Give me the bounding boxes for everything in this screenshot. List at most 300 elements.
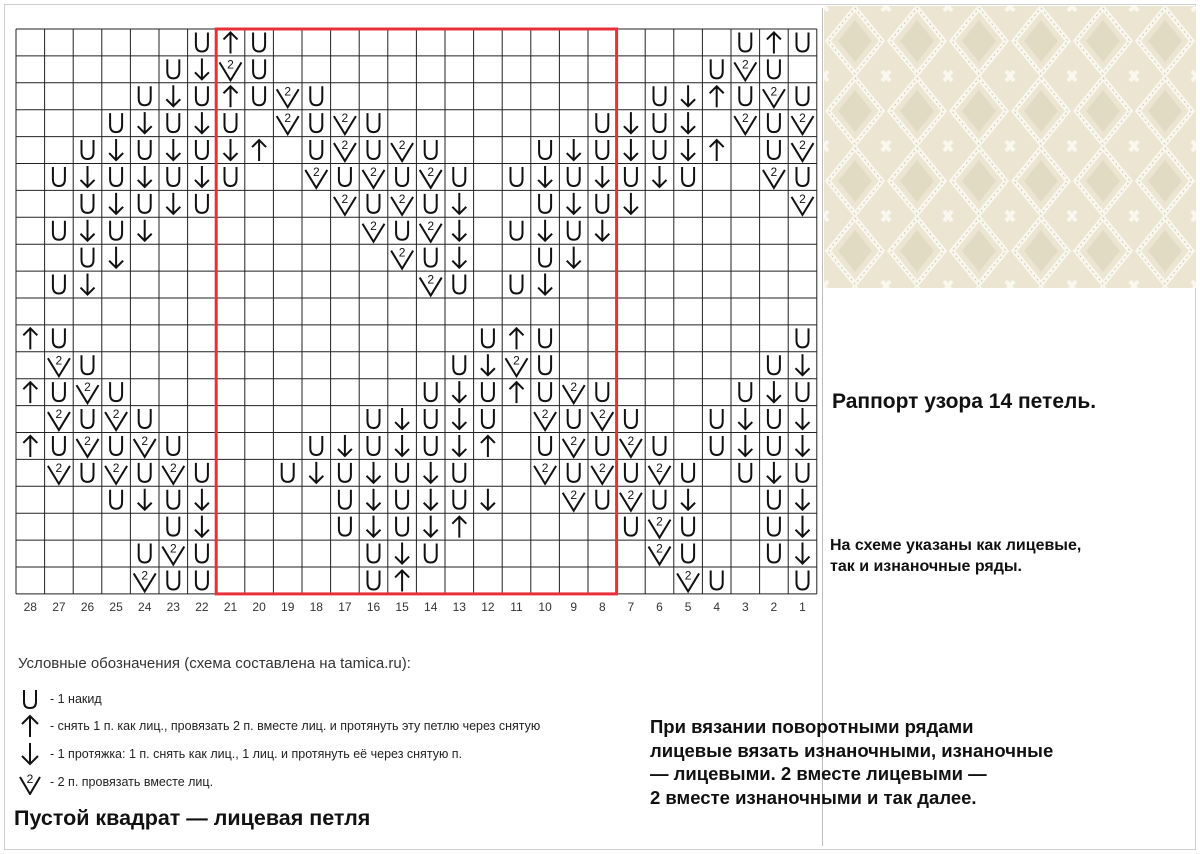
down-arrow-icon [595,166,609,187]
u-symbol-icon [596,490,608,509]
u-symbol-icon [139,194,151,213]
u-symbol-icon [82,409,94,428]
u-symbol-icon [797,382,809,401]
up-arrow-icon [23,382,37,403]
u-symbol-icon [453,463,465,482]
k2tog-number: 2 [55,460,63,475]
u-symbol-icon [596,140,608,159]
column-label: 5 [684,599,692,614]
u-symbol-icon [797,328,809,347]
k2tog-number: 2 [427,218,435,233]
u-symbol-icon [539,328,551,347]
u-symbol-icon [539,382,551,401]
u-symbol-icon [768,59,780,78]
up-arrow-icon [510,328,524,349]
down-arrow-icon [367,462,381,483]
u-symbol-icon [768,140,780,159]
legend-up-arrow-text: - снять 1 п. как лиц., провязать 2 п. вместе лиц. и протянуть эту петлю через снятую [50,719,541,733]
u-symbol-icon [310,86,322,105]
u-symbol-icon [339,167,351,186]
u-symbol-icon [196,32,208,51]
column-label: 2 [770,599,778,614]
u-symbol-icon [167,59,179,78]
u-symbol-icon [53,275,65,294]
u-symbol-icon [196,86,208,105]
down-arrow-icon [452,381,466,402]
u-symbol-icon [768,544,780,563]
u-symbol-icon [368,436,380,455]
u-symbol-icon [654,490,666,509]
legend-k2tog [18,769,213,795]
down-arrow-icon [452,193,466,214]
k2tog-number: 2 [398,138,406,153]
u-symbol-icon [139,544,151,563]
down-arrow-icon [796,516,810,537]
u-symbol-icon [225,113,237,132]
down-arrow-icon [624,193,638,214]
down-arrow-icon [796,408,810,429]
u-symbol-icon [482,409,494,428]
k2tog-number: 2 [741,57,749,72]
u-symbol-icon [539,436,551,455]
u-symbol-icon [511,167,523,186]
u-symbol-icon [453,275,465,294]
u-symbol-icon [396,463,408,482]
down-arrow-icon [166,139,180,160]
u-symbol-icon [368,409,380,428]
u-symbol-icon [797,32,809,51]
down-arrow-icon [567,139,581,160]
down-arrow-icon [109,193,123,214]
k2tog-number: 2 [141,568,149,583]
u-symbol-icon [797,86,809,105]
u-symbol-icon [539,194,551,213]
u-symbol-icon [625,167,637,186]
u-symbol-icon [425,436,437,455]
column-label: 23 [166,599,180,614]
u-symbol-icon [511,275,523,294]
down-arrow-icon [595,220,609,241]
legend-k2tog-text: - 2 п. провязать вместе лиц. [50,775,214,789]
up-arrow-icon [23,436,37,457]
u-symbol-icon [253,86,265,105]
rows-note: На схеме указаны как лицевые, так и изнаночные ряды. [830,537,1082,575]
column-label: 22 [195,599,209,614]
down-arrow-icon [424,516,438,537]
u-symbol-icon [682,544,694,563]
k2tog-number: 2 [284,111,292,126]
down-arrow-icon [452,408,466,429]
u-symbol-icon [768,355,780,374]
u-symbol-icon [196,140,208,159]
down-arrow-icon [195,112,209,133]
down-arrow-icon [538,220,552,241]
u-symbol-icon [768,409,780,428]
k2tog-number: 2 [799,191,806,206]
legend-yarn-over-text: - 1 накид [50,692,102,706]
column-label: 11 [510,599,523,614]
column-label: 15 [395,599,409,614]
svg-text:2: 2 [26,772,34,786]
column-label: 28 [23,599,37,614]
u-symbol-icon [53,167,65,186]
down-arrow-icon [624,139,638,160]
u-symbol-icon [739,86,751,105]
u-symbol-icon [110,167,122,186]
u-symbol-icon [310,113,322,132]
empty-square-note: Пустой квадрат — лицевая петля [14,806,371,830]
u-symbol-icon [53,221,65,240]
u-symbol-icon [167,570,179,589]
u-symbol-icon [654,113,666,132]
u-symbol-icon [396,221,408,240]
u-symbol-icon [110,436,122,455]
u-symbol-icon [368,140,380,159]
up-arrow-icon [23,328,37,349]
k2tog-number: 2 [55,353,63,368]
rapport-note: Раппорт узора 14 петель. [832,390,1097,413]
down-arrow-icon [367,516,381,537]
down-arrow-icon [395,408,409,429]
u-symbol-icon [368,113,380,132]
u-symbol-icon [568,409,580,428]
down-arrow-icon [138,112,152,133]
u-symbol-icon [82,248,94,267]
column-label: 24 [138,599,152,614]
down-arrow-icon [567,247,581,268]
column-label: 21 [223,599,238,614]
u-symbol-icon [368,194,380,213]
k2tog-icon [18,769,42,795]
column-label: 25 [109,599,123,614]
k2tog-number: 2 [598,407,606,422]
u-symbol-icon [282,463,294,482]
down-arrow-icon [195,516,209,537]
legend-title: Условные обозначения (схема составлена на tamica.ru): [18,655,411,672]
u-symbol-icon [139,140,151,159]
u-symbol-icon [339,490,351,509]
u-symbol-icon [396,490,408,509]
down-arrow-icon [138,220,152,241]
column-label: 8 [598,599,606,614]
u-symbol-icon [682,167,694,186]
u-symbol-icon [110,490,122,509]
u-symbol-icon [253,59,265,78]
u-symbol-icon [167,517,179,536]
u-symbol-icon [739,463,751,482]
u-symbol-icon [110,382,122,401]
down-arrow-icon [738,435,752,456]
down-arrow-icon [767,462,781,483]
u-symbol-icon [139,409,151,428]
u-symbol-icon [110,113,122,132]
column-label: 3 [741,599,749,614]
column-label: 16 [366,599,381,614]
k2tog-number: 2 [398,191,406,206]
down-arrow-icon [166,85,180,106]
u-symbol-icon [425,194,437,213]
u-symbol-icon [82,355,94,374]
column-label: 9 [570,599,578,614]
down-arrow-icon [681,489,695,510]
k2tog-number: 2 [312,164,320,179]
legend-down-arrow-text: - 1 протяжка: 1 п. снять как лиц., 1 лиц. и протянуть её через снятую п. [50,747,463,761]
k2tog-number: 2 [656,541,663,556]
down-arrow-icon [424,489,438,510]
down-arrow-icon [681,139,695,160]
u-symbol-icon [310,436,322,455]
legend-yarn-over [18,686,102,712]
up-arrow-icon [481,436,495,457]
down-arrow-icon [109,247,123,268]
k2tog-number: 2 [227,57,234,72]
k2tog-number: 2 [84,433,91,448]
column-label: 14 [424,599,438,614]
down-arrow-icon [738,408,752,429]
u-symbol-icon [18,686,42,712]
down-arrow-icon [338,435,352,456]
u-symbol-icon [425,248,437,267]
u-symbol-icon [797,463,809,482]
u-symbol-icon [682,463,694,482]
u-symbol-icon [739,382,751,401]
u-symbol-icon [711,570,723,589]
down-arrow-icon [81,274,95,295]
down-arrow-icon [395,543,409,564]
down-arrow-icon [138,489,152,510]
u-symbol-icon [625,409,637,428]
k2tog-number: 2 [656,460,663,475]
up-arrow-icon [710,86,724,107]
u-symbol-icon [768,490,780,509]
u-symbol-icon [425,140,437,159]
down-arrow-icon [309,462,323,483]
k2tog-number: 2 [627,487,635,502]
u-symbol-icon [368,570,380,589]
u-symbol-icon [396,517,408,536]
u-symbol-icon [568,463,580,482]
k2tog-number: 2 [627,433,635,448]
column-label: 7 [627,599,635,614]
u-symbol-icon [797,167,809,186]
u-symbol-icon [82,463,94,482]
down-arrow-icon [481,489,495,510]
column-label: 6 [656,599,663,614]
column-label: 19 [281,599,295,614]
down-arrow-icon [624,112,638,133]
column-label: 4 [713,599,721,614]
down-arrow-icon [166,193,180,214]
k2tog-number: 2 [570,380,578,395]
u-symbol-icon [396,167,408,186]
k2tog-number: 2 [427,272,435,287]
u-symbol-icon [196,463,208,482]
u-symbol-icon [82,194,94,213]
u-symbol-icon [453,355,465,374]
down-arrow-icon [481,354,495,375]
up-arrow-icon [224,32,238,53]
k2tog-number: 2 [427,164,435,179]
column-label: 27 [52,599,66,614]
k2tog-number: 2 [541,407,549,422]
u-symbol-icon [625,463,637,482]
u-symbol-icon [768,517,780,536]
up-arrow-icon [710,140,724,161]
column-label: 13 [452,599,466,614]
k2tog-number: 2 [169,460,177,475]
u-symbol-icon [196,544,208,563]
k2tog-number: 2 [684,568,692,583]
legend-up-arrow [18,713,540,739]
u-symbol-icon [625,517,637,536]
u-symbol-icon [425,544,437,563]
down-arrow-icon [452,247,466,268]
k2tog-number: 2 [656,514,663,529]
down-arrow-icon [81,220,95,241]
down-arrow-icon [424,462,438,483]
k2tog-number: 2 [341,138,349,153]
down-arrow-icon [681,112,695,133]
k2tog-number: 2 [770,84,778,99]
u-symbol-icon [596,436,608,455]
down-arrow-icon [538,274,552,295]
u-symbol-icon [167,167,179,186]
down-arrow-icon [138,166,152,187]
k2tog-number: 2 [284,84,292,99]
column-label: 17 [338,599,352,614]
down-arrow-icon [567,193,581,214]
u-symbol-icon [539,140,551,159]
down-arrow-icon [796,354,810,375]
u-symbol-icon [196,194,208,213]
u-symbol-icon [368,544,380,563]
up-arrow-icon [395,570,409,591]
up-arrow-icon [224,86,238,107]
u-symbol-icon [53,328,65,347]
u-symbol-icon [596,113,608,132]
k2tog-number: 2 [398,245,406,260]
u-symbol-icon [53,382,65,401]
k2tog-number: 2 [770,164,778,179]
down-arrow-icon [796,435,810,456]
turning-rows-note: При вязании поворотными рядами лицевые вязать изнаночными, изнаночные — лицевыми. 2 вместе лицевыми — 2 вместе изнаночными и так далее. [650,716,1054,808]
down-arrow-icon [452,220,466,241]
u-symbol-icon [711,409,723,428]
k2tog-number: 2 [513,353,520,368]
u-symbol-icon [768,113,780,132]
u-symbol-icon [139,86,151,105]
u-symbol-icon [711,59,723,78]
down-arrow-icon [452,435,466,456]
column-label: 20 [252,599,266,614]
u-symbol-icon [654,436,666,455]
u-symbol-icon [711,436,723,455]
down-arrow-icon [367,489,381,510]
u-symbol-icon [482,328,494,347]
u-symbol-icon [110,221,122,240]
k2tog-number: 2 [169,541,177,556]
down-arrow-icon [18,741,42,767]
u-symbol-icon [425,382,437,401]
k2tog-number: 2 [598,460,606,475]
k2tog-number: 2 [541,460,549,475]
down-arrow-icon [796,489,810,510]
k2tog-number: 2 [112,407,120,422]
u-symbol-icon [654,140,666,159]
column-label: 12 [481,599,495,614]
u-symbol-icon [682,517,694,536]
down-arrow-icon [395,435,409,456]
u-symbol-icon [539,248,551,267]
k2tog-number: 2 [570,487,578,502]
u-symbol-icon [482,382,494,401]
u-symbol-icon [654,86,666,105]
u-symbol-icon [339,517,351,536]
down-arrow-icon [195,166,209,187]
u-symbol-icon [539,355,551,374]
column-label: 10 [538,599,552,614]
u-symbol-icon [167,436,179,455]
k2tog-number: 2 [141,433,149,448]
k2tog-number: 2 [370,218,377,233]
u-symbol-icon [310,140,322,159]
u-symbol-icon [511,221,523,240]
down-arrow-icon [81,166,95,187]
u-symbol-icon [768,436,780,455]
column-label: 18 [309,599,323,614]
down-arrow-icon [224,139,238,160]
u-symbol-icon [596,194,608,213]
k2tog-number: 2 [112,460,120,475]
column-label: 26 [80,599,95,614]
k2tog-number: 2 [741,111,749,126]
u-symbol-icon [225,167,237,186]
down-arrow-icon [195,489,209,510]
u-symbol-icon [568,221,580,240]
k2tog-number: 2 [370,164,377,179]
u-symbol-icon [568,167,580,186]
u-symbol-icon [425,409,437,428]
legend-down-arrow [18,741,462,767]
u-symbol-icon [797,570,809,589]
down-arrow-icon [195,58,209,79]
up-arrow-icon [18,713,42,739]
k2tog-number: 2 [799,111,806,126]
down-arrow-icon [109,139,123,160]
u-symbol-icon [739,32,751,51]
up-arrow-icon [452,517,466,538]
up-arrow-icon [510,382,524,403]
up-arrow-icon [252,140,266,161]
u-symbol-icon [339,463,351,482]
k2tog-number: 2 [341,191,349,206]
k2tog-number: 2 [341,111,349,126]
k2tog-number: 2 [84,380,91,395]
down-arrow-icon [681,85,695,106]
down-arrow-icon [796,543,810,564]
down-arrow-icon [767,381,781,402]
up-arrow-icon [767,32,781,53]
u-symbol-icon [139,463,151,482]
u-symbol-icon [453,167,465,186]
u-symbol-icon [453,490,465,509]
k2tog-number: 2 [799,138,806,153]
column-label: 1 [799,599,806,614]
u-symbol-icon [253,32,265,51]
u-symbol-icon [53,436,65,455]
u-symbol-icon [196,570,208,589]
down-arrow-icon [653,166,667,187]
